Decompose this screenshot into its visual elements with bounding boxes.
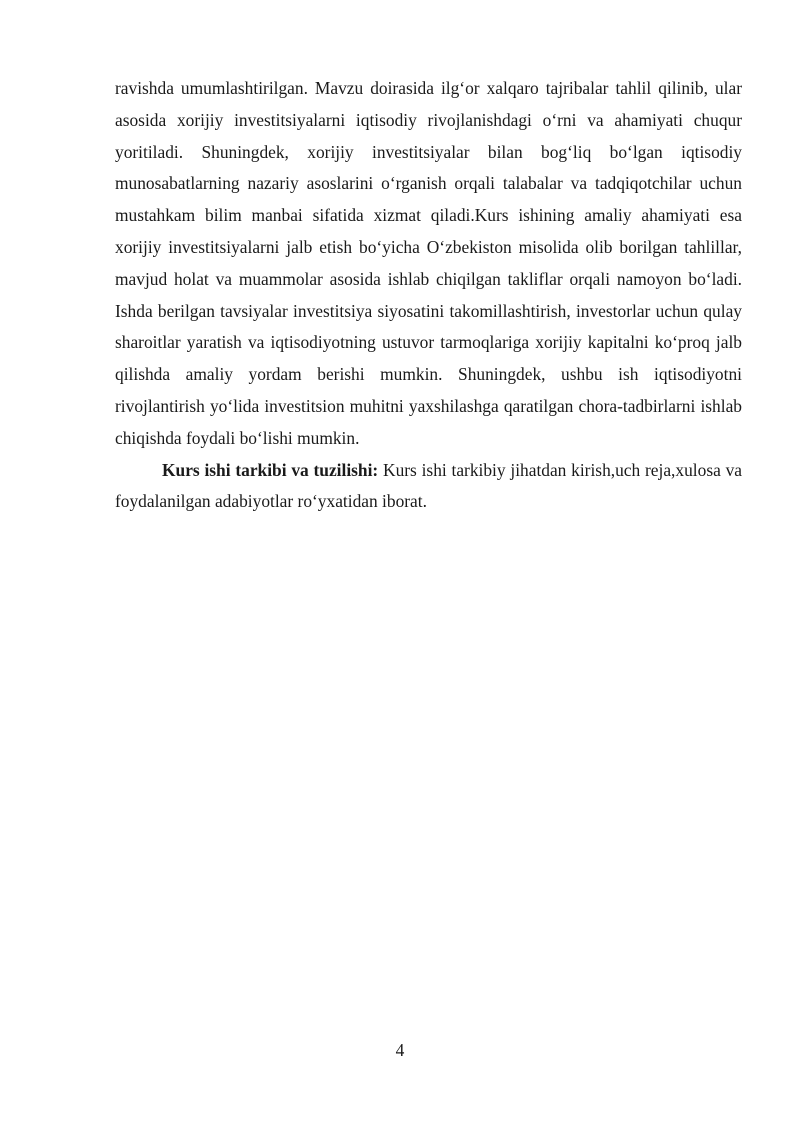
structure-text: Kurs ishi tarkibiy jihatdan kirish,uch reja,xulosa va foydalanilgan adabiyotlar ro‘yxatidan iborat.	[115, 459, 742, 512]
page-number: 4	[395, 1040, 405, 1060]
page-body	[115, 73, 742, 518]
structure-paragraph	[115, 455, 742, 519]
structure-heading: Kurs ishi tarkibi va tuzilishi:	[162, 459, 379, 480]
body-paragraph: ravishda umumlashtirilgan. Mavzu doirasida ilg‘or xalqaro tajribalar tahlil qilinib, ular asosida xorijiy investitsiyalarni iqtisodiy rivojlanishdagi o‘rni va ahamiyati chuqur yoritiladi. Shuningdek, xorijiy investitsiyalar bilan bog‘liq bo‘lgan iqtisodiy munosabatlarning nazariy asoslarini o‘rganish orqali talabalar va tadqiqotchilar uchun mustahkam bilim manbai sifatida xizmat qiladi.Kurs ishining amaliy ahamiyati esa xorijiy investitsiyalarni jalb etish bo‘yicha O‘zbekiston misolida olib borilgan tahlillar, mavjud holat va muammolar asosida ishlab chiqilgan takliflar orqali namoyon bo‘ladi. Ishda berilgan tavsiyalar investitsiya siyosatini takomillashtirish, investorlar uchun qulay sharoitlar yaratish va iqtisodiyotning ustuvor tarmoqlariga xorijiy kapitalni ko‘proq jalb qilishda amaliy yordam berishi mumkin. Shuningdek, ushbu ish iqtisodiyotni rivojlantirish yo‘lida investitsion muhitni yaxshilashga qaratilgan chora-tadbirlarni ishlab chiqishda foydali bo‘lishi mumkin.	[115, 78, 742, 448]
